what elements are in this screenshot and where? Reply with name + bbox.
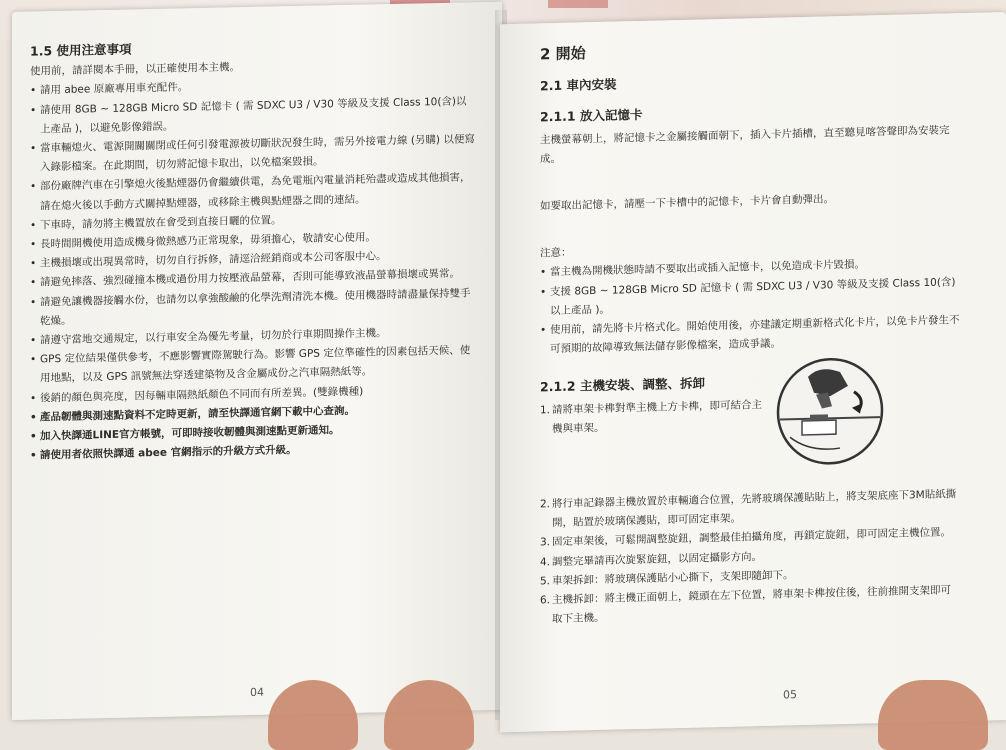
- step-text: 車架拆卸：將玻璃保護貼小心撕下，支架即隨卸下。: [552, 569, 794, 587]
- memory-card-removal: 如要取出記憶卡，請壓一下卡槽中的記憶卡，卡片會自動彈出。: [540, 193, 834, 213]
- step-text: 主機拆卸：將主機正面朝上，鏡頭在左下位置，將車架卡榫按住後，往前推開支架即可取下主機。: [552, 584, 951, 626]
- precaution-item: • 請避免摔落、強烈碰撞本機或過份用力按壓液晶螢幕，否則可能導致液晶螢幕損壞或異常。: [30, 265, 475, 294]
- note-item: • 當主機為開機狀態時請不要取出或插入記憶卡，以免造成卡片毀損。: [540, 254, 960, 283]
- right-page-content: [540, 35, 960, 630]
- installation-steps: [540, 391, 960, 630]
- precaution-item: • 請使用者依照快譯通 abee 官網指示的升級方式升級。: [30, 438, 475, 467]
- precaution-item: • GPS 定位結果僅供參考，不應影響實際駕駛行為。影響 GPS 定位準確性的因素包括天候、使用地點，以及 GPS 訊號無法穿透建築物及含金屬成份之汽車隔熱紙等。: [30, 342, 475, 390]
- notes-list: [540, 254, 960, 360]
- installation-step: [540, 395, 772, 439]
- precaution-item: • 請遵守當地交通規定，以行車安全為優先考量，切勿於行車期間操作主機。: [30, 322, 475, 351]
- note-item: • 使用前，請先將卡片格式化。開始使用後，亦建議定期重新格式化卡片，以免卡片發生不可預期的故障導致無法儲存影像檔案，造成爭議。: [540, 311, 960, 360]
- right-page: [500, 12, 1006, 732]
- precaution-item: • 後銷的顏色與亮度，因每輛車隔熱紙顏色不同而有所差異。(雙錄機種): [30, 380, 475, 409]
- precaution-item: • 請使用 8GB ~ 128GB Micro SD 記憶卡 ( 需 SDXC U3 / V30 等級及支援 Class 10(含)以上產品 )，以避免影像錯誤。: [30, 92, 475, 140]
- precaution-item: • 產品韌體與測速點資料不定時更新，請至快譯通官網下載中心查詢。: [30, 399, 475, 428]
- precaution-item: • 請避免讓機器接觸水份，也請勿以拿強酸鹼的化學洗劑清洗本機。使用機器時請盡量保持雙手乾燥。: [30, 284, 475, 332]
- note-label: 注意：: [540, 246, 572, 260]
- intro-text: 使用前，請詳閱本手冊，以正確使用本主機。: [30, 61, 240, 78]
- memory-card-instructions: 主機螢幕朝上，將記憶卡之金屬接觸面朝下，插入卡片插槽，直至聽見喀答聲即為安裝完成。: [540, 123, 950, 166]
- precaution-item: • 當車輛熄火、電源開關關閉或任何引發電源被切斷狀況發生時，需另外接電力線 (另購) 以便寫入錄影檔案。在此期間，切勿將記憶卡取出，以免檔案毀損。: [30, 130, 475, 178]
- mount-illustration: [770, 355, 890, 468]
- subsection-title-memory-card: 2.1.1 放入記憶卡: [540, 107, 643, 125]
- page-number: 05: [783, 688, 797, 702]
- precaution-item: • 請用 abee 原廠專用車充配件。: [30, 73, 475, 102]
- step-number: 4.: [540, 555, 551, 569]
- section-title: 1.5 使用注意事項: [30, 41, 132, 59]
- precaution-item: • 加入快譯通LINE官方帳號，可即時接收韌體與測速點更新通知。: [30, 418, 475, 447]
- precaution-item: • 主機損壞或出現異常時，切勿自行拆修，請逕洽經銷商或本公司客服中心。: [30, 246, 475, 275]
- left-page: [12, 2, 502, 720]
- chapter-title: 2 開始: [540, 44, 586, 64]
- subsection-title-installation: 2.1.2 主機安裝、調整、拆卸: [540, 375, 705, 395]
- background-object: [548, 0, 608, 8]
- step-text: 將行車記錄器主機放置於車輛適合位置，先將玻璃保護貼貼上，將支架底座下3M貼紙撕開，貼置於玻璃保護貼，即可固定車架。: [552, 488, 957, 530]
- section-title: 2.1 車內安裝: [540, 76, 617, 94]
- left-page-content: [30, 32, 475, 466]
- step-text: 固定車架後，可鬆開調整旋鈕，調整最佳拍攝角度，再鎖定旋鈕，即可固定主機位置。: [552, 526, 951, 549]
- step-number: 6.: [540, 594, 551, 607]
- precaution-item: • 部份廠牌汽車在引擎熄火後點煙器仍會繼續供電，為免電瓶內電量消耗殆盡或造成其他損害，請在熄火後以手動方式關掉點煙器，或移除主機與點煙器之間的連結。: [30, 169, 475, 217]
- step-text: 調整完畢請再次旋緊旋鈕，以固定攝影方向。: [552, 550, 762, 568]
- page-number: 04: [250, 685, 264, 700]
- precaution-item: • 下車時，請勿將主機置放在會受到直接日曬的位置。: [30, 207, 475, 236]
- step-text: 請將車架卡榫對準主機上方卡榫，即可結合主機與車架。: [552, 398, 762, 435]
- step-number: 1.: [540, 403, 551, 417]
- finger: [878, 680, 988, 750]
- step-number: 2.: [540, 498, 551, 511]
- precaution-item: • 長時間開機使用造成機身微熱感乃正常現象，毋須擔心，敬請安心使用。: [30, 226, 475, 255]
- step-number: 3.: [540, 536, 551, 549]
- note-item: • 支援 8GB ~ 128GB Micro SD 記憶卡 ( 需 SDXC U3 / V30 等級及支援 Class 10(含)以上產品 )。: [540, 273, 960, 322]
- step-number: 5.: [540, 575, 551, 588]
- precautions-list: [30, 73, 475, 466]
